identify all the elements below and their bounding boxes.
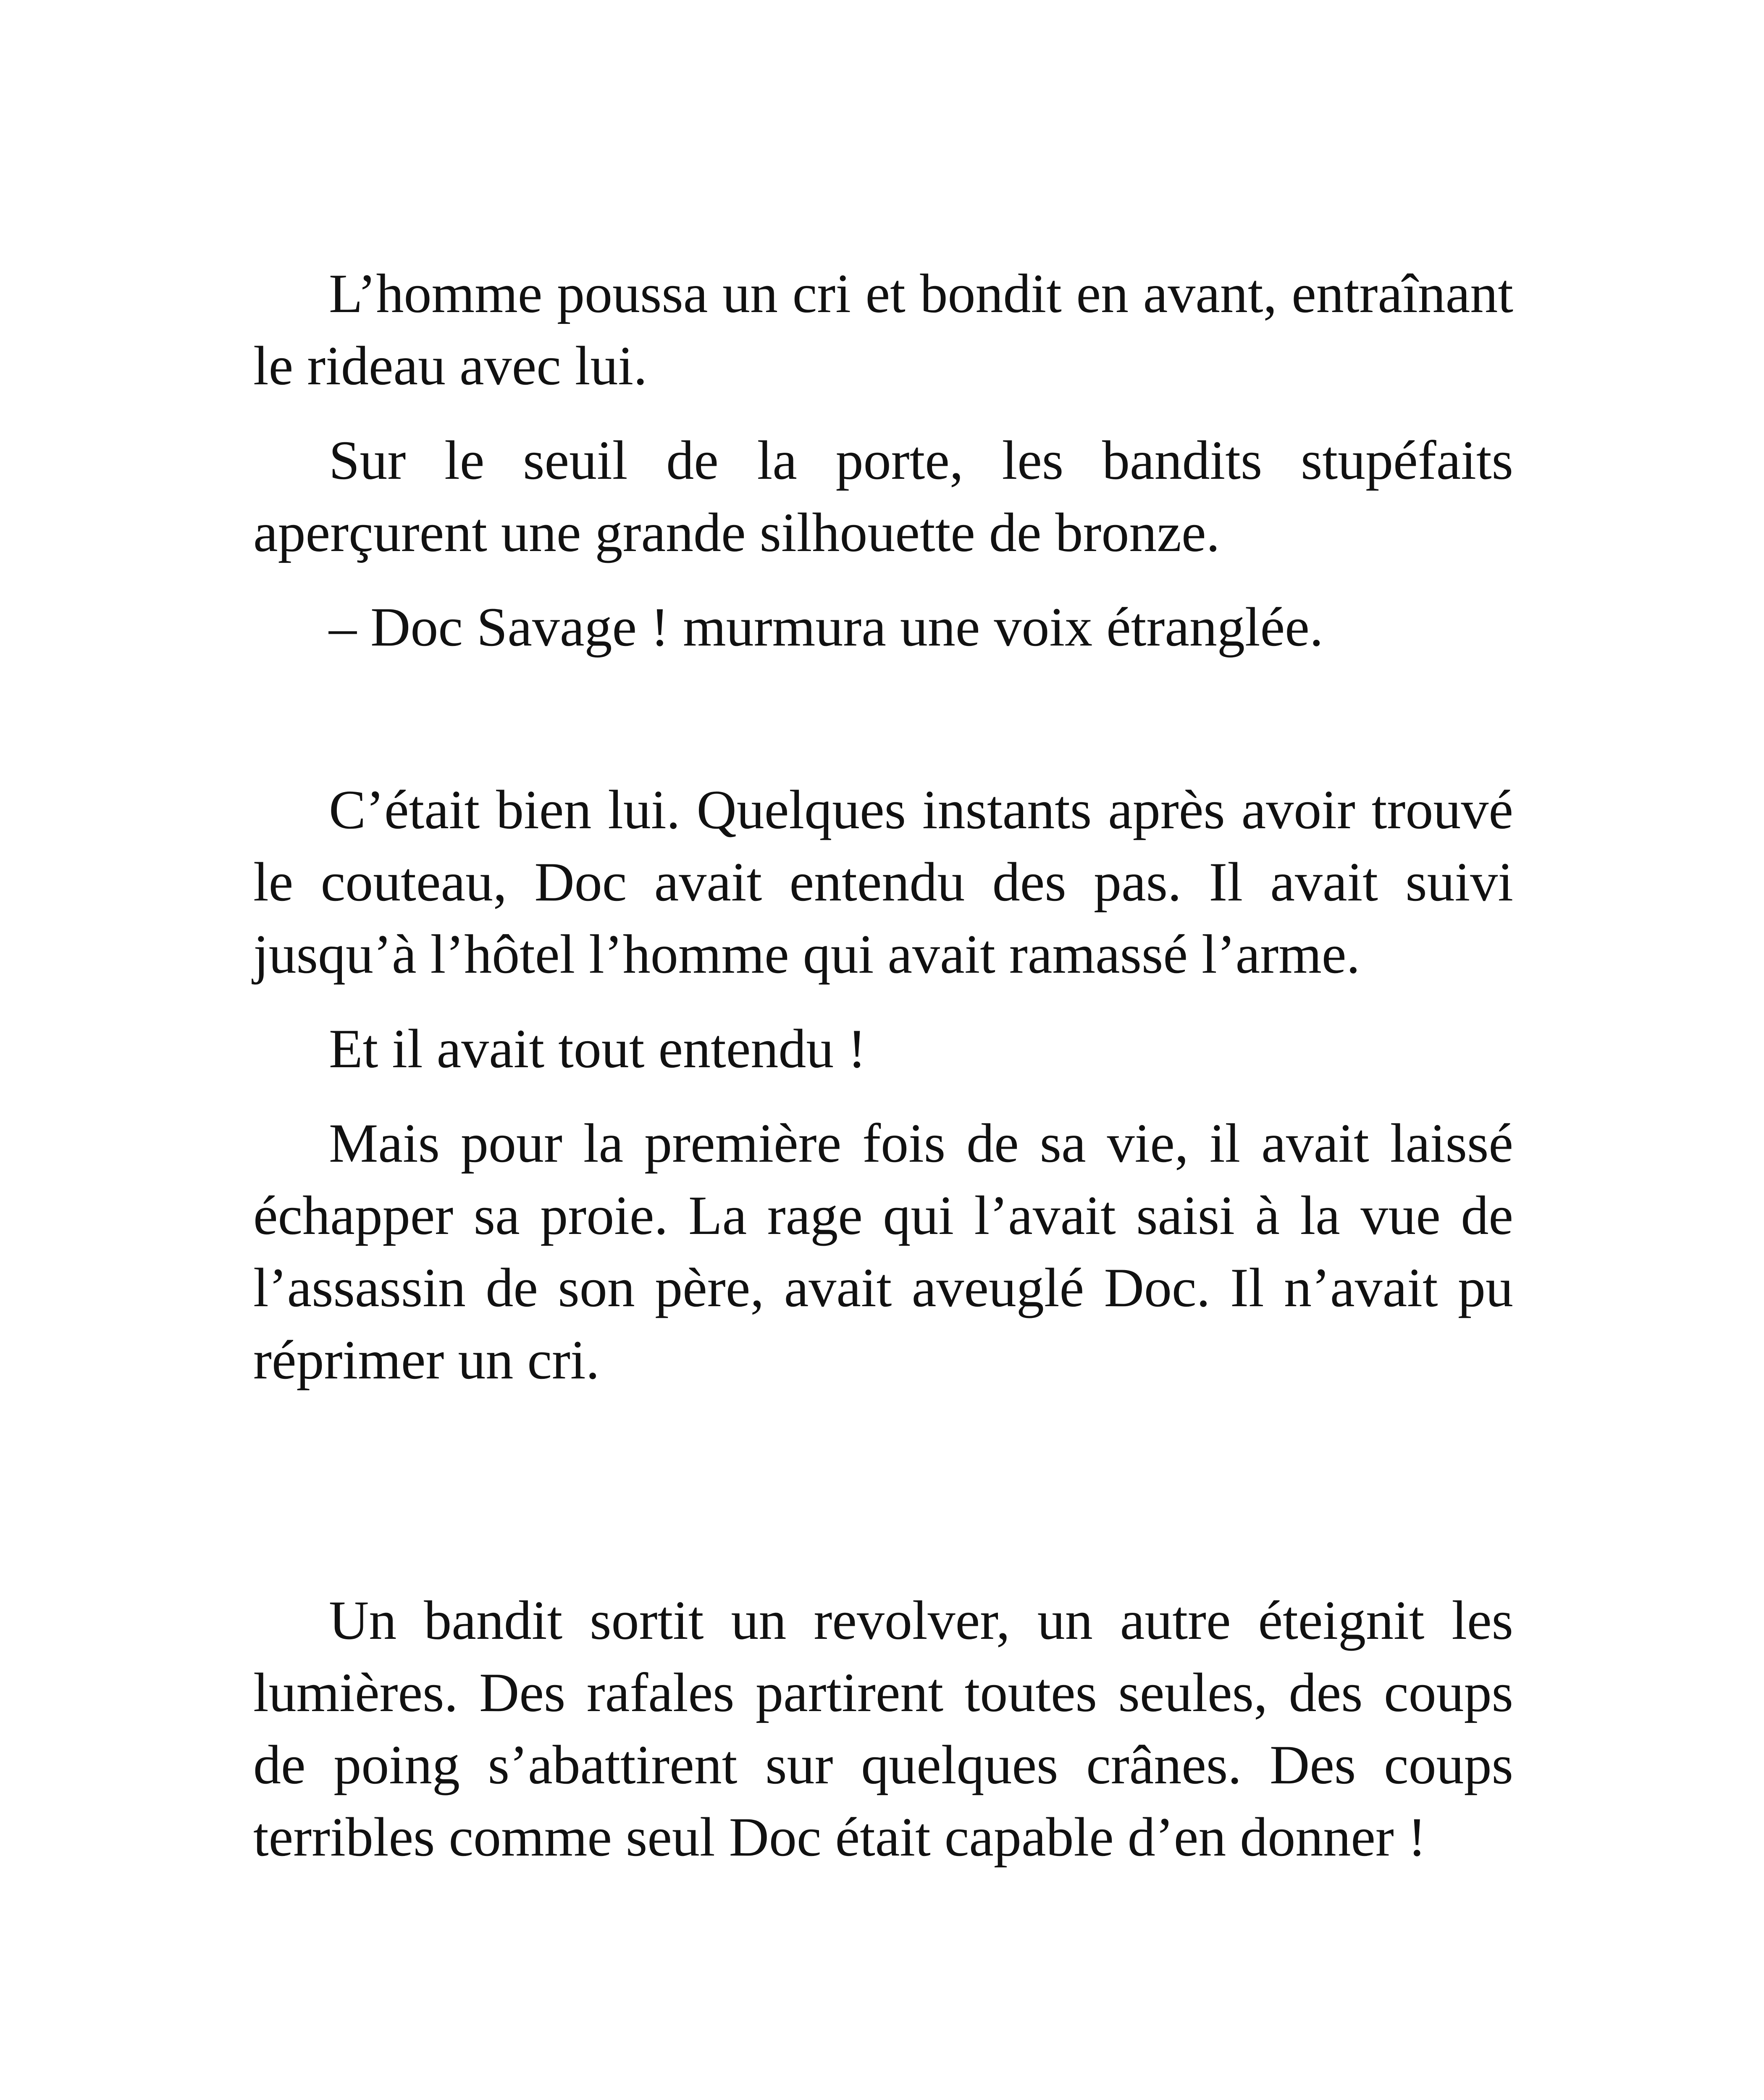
paragraph: Un bandit sortit un revolver, un autre éteignit les lumières. Des rafales partirent toutes seules, des coups de poing s’abattirent sur quelques crânes. Des coups terribles comme seul Doc était capable d’en donner ! xyxy=(253,1589,1513,1868)
text-section-2 xyxy=(253,774,1513,1396)
paragraph: L’homme poussa un cri et bondit en avant, entraînant le rideau avec lui. xyxy=(253,262,1513,396)
paragraph: C’était bien lui. Quelques instants après avoir trouvé le couteau, Doc avait entendu des pas. Il avait suivi jusqu’à l’hôtel l’homme qui avait ramassé l’arme. xyxy=(253,779,1513,985)
paragraph: – Doc Savage ! murmura une voix étranglée. xyxy=(329,596,1323,658)
text-section-1 xyxy=(253,257,1513,663)
paragraph: Mais pour la première fois de sa vie, il avait laissé échapper sa proie. La rage qui l’avait saisi à la vue de l’assassin de son père, avait aveuglé Doc. Il n’avait pu réprimer un cri. xyxy=(253,1112,1513,1391)
paragraph: Sur le seuil de la porte, les bandits stupéfaits aperçurent une grande silhouette de bronze. xyxy=(253,429,1513,563)
text-section-3 xyxy=(253,1584,1513,1873)
paragraph: Et il avait tout entendu ! xyxy=(329,1018,866,1079)
